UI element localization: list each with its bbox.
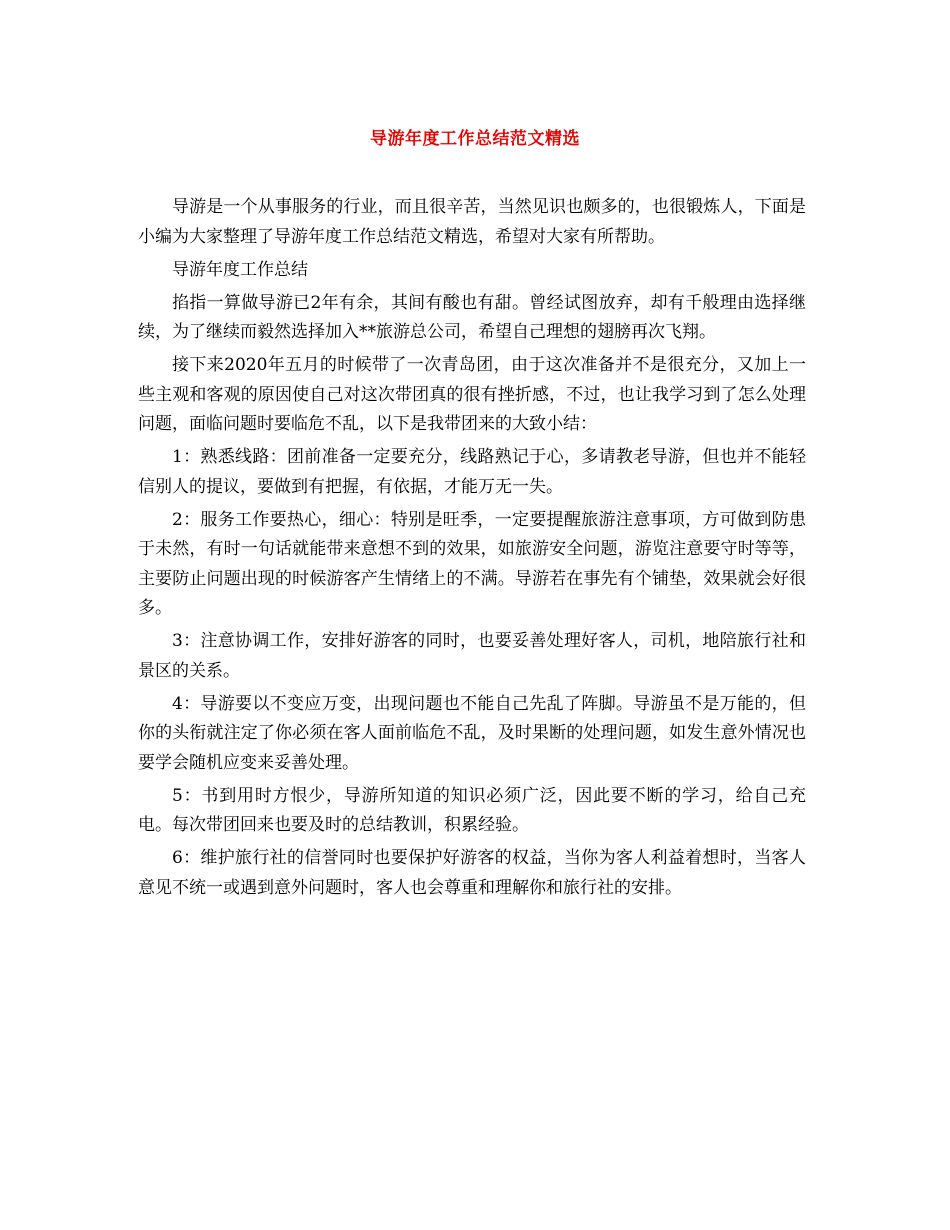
paragraph-qingdao-tour: 接下来2020年五月的时候带了一次青岛团，由于这次准备并不是很充分，又加上一些主观和客观的原因使自己对这次带团真的很有挫折感，不过，也让我学习到了怎么处理问题，面临问题时要临危不乱，以下是我带团来的大致小结： bbox=[138, 355, 806, 434]
paragraph-subtitle: 导游年度工作总结 bbox=[172, 259, 308, 280]
paragraph-point-1: 1：熟悉线路：团前准备一定要充分，线路熟记于心，多请教老导游，但也并不能轻信别人的提议，要做到有把握，有依据，才能万无一失。 bbox=[138, 447, 806, 497]
paragraph-point-4: 4：导游要以不变应万变，出现问题也不能自己先乱了阵脚。导游虽不是万能的，但你的头衔就注定了你必须在客人面前临危不乱，及时果断的处理问题，如发生意外情况也要学会随机应变来妥善处理。 bbox=[138, 693, 806, 773]
paragraph-point-3: 3：注意协调工作，安排好游客的同时，也要妥善处理好客人，司机，地陪旅行社和景区的关系。 bbox=[138, 631, 806, 681]
document-title: 导游年度工作总结范文精选 bbox=[370, 129, 580, 149]
paragraph-point-6: 6：维护旅行社的信誉同时也要保护好游客的权益，当你为客人利益着想时，当客人意见不统一或遇到意外问题时，客人也会尊重和理解你和旅行社的安排。 bbox=[138, 848, 806, 898]
paragraph-experience: 掐指一算做导游已2年有余，其间有酸也有甜。曾经试图放弃，却有千般理由选择继续，为了继续而毅然选择加入**旅游总公司，希望自己理想的翅膀再次飞翔。 bbox=[138, 292, 806, 342]
document-body bbox=[138, 193, 806, 907]
paragraph-intro: 导游是一个从事服务的行业，而且很辛苦，当然见识也颇多的，也很锻炼人，下面是小编为大家整理了导游年度工作总结范文精选，希望对大家有所帮助。 bbox=[138, 197, 806, 247]
paragraph-point-2: 2：服务工作要热心，细心：特别是旺季，一定要提醒旅游注意事项，方可做到防患于未然，有时一句话就能带来意想不到的效果，如旅游安全问题，游览注意要守时等等，主要防止问题出现的时候游客产生情绪上的不满。导游若在事先有个铺垫，效果就会好很多。 bbox=[138, 509, 806, 618]
paragraph-point-5: 5：书到用时方恨少，导游所知道的知识必须广泛，因此要不断的学习，给自己充电。每次带团回来也要及时的总结教训，积累经验。 bbox=[138, 785, 806, 835]
